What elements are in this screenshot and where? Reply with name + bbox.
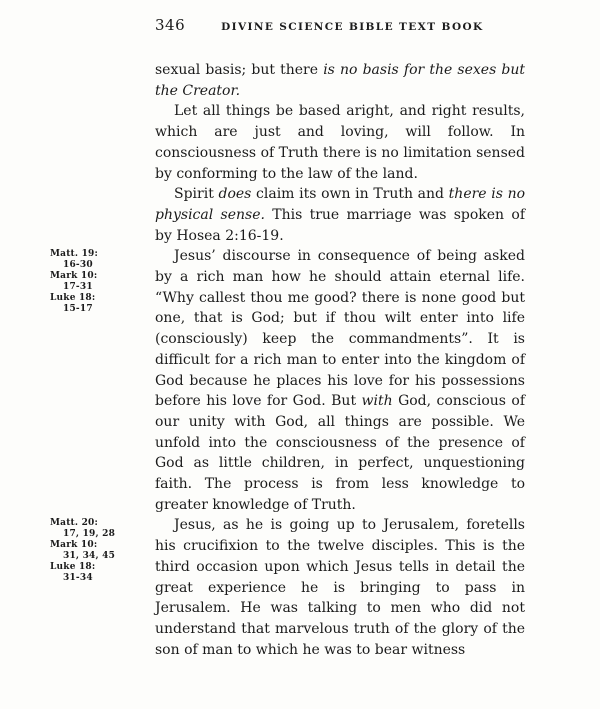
margin-note-line: Mark 10: <box>50 271 98 282</box>
text-run: God, conscious of our unity with God, all things are possible. We unfold into the consciousness of the presence of God as little children, in perfect, unquestioning faith. The process is from less knowledge to greater knowledge of Truth. <box>155 393 525 513</box>
page-content <box>0 34 600 660</box>
text-section <box>0 184 600 246</box>
margin-note-line: Mark 10: <box>50 540 98 551</box>
margin-note-line: Matt. 19: <box>50 249 99 260</box>
margin-note-line: 15-17 <box>63 304 93 315</box>
text-section <box>0 101 600 184</box>
scripture-margin-note <box>0 246 155 515</box>
text-run: Let all things be based aright, and right results, which are just and loving, will follow. In consciousness of Truth there is no limitation sensed by conforming to the law of the land. <box>155 103 525 182</box>
margin-column <box>0 184 155 246</box>
text-run-italic: is no basis for the sexes but the Creator. <box>155 62 526 99</box>
text-run: This true marriage was spoken of by Hosea 2:16-19. <box>155 206 525 244</box>
margin-column <box>0 60 155 101</box>
paragraph <box>155 60 525 101</box>
text-run-italic: does <box>218 186 252 203</box>
page-number: 346 <box>155 16 186 34</box>
text-run-italic: there is no physical sense. <box>155 186 526 223</box>
text-run: sexual basis; but there <box>155 62 324 78</box>
text-section <box>0 515 600 660</box>
margin-note-line: 31, 34, 45 <box>63 551 116 562</box>
text-run-italic: with <box>361 393 393 410</box>
paragraph <box>155 101 525 184</box>
paragraph <box>155 246 525 515</box>
text-run: Jesus, as he is going up to Jerusalem, foretells his crucifixion to the twelve disciples. This is the third occasion upon which Jesus tells in detail the great experience he is bringing to pass in Jerusalem. He was talking to men who did not understand that marvelous truth of the glory of the son of man to which he was to bear witness <box>155 517 525 658</box>
margin-note-line: 31-34 <box>63 573 93 584</box>
margin-note-line: 16-30 <box>63 260 93 271</box>
margin-note-line: Matt. 20: <box>50 518 99 529</box>
scripture-margin-note <box>0 515 155 660</box>
paragraph <box>155 184 525 246</box>
text-section <box>0 60 600 101</box>
margin-note-line: Luke 18: <box>50 293 96 304</box>
text-run: claim its own in Truth and <box>251 186 449 203</box>
header-title: DIVINE SCIENCE BIBLE TEXT BOOK <box>221 21 484 33</box>
margin-note-line: 17, 19, 28 <box>63 529 116 540</box>
margin-note-line: Luke 18: <box>50 562 96 573</box>
margin-column <box>0 101 155 184</box>
text-run: Spirit <box>174 186 219 203</box>
text-run: Jesus’ discourse in consequence of being asked by a rich man how he should attain eternal life. “Why callest thou me good? there is none good but one, that is God; but if thou wilt enter into life (consciously) keep the commandments”. It is difficult for a rich man to enter into the kingdom of God because he places his love for his possessions before his love for God. But <box>155 248 525 410</box>
page-header <box>0 0 600 34</box>
margin-note-line: 17-31 <box>63 282 93 293</box>
paragraph <box>155 515 525 660</box>
text-section <box>0 246 600 515</box>
